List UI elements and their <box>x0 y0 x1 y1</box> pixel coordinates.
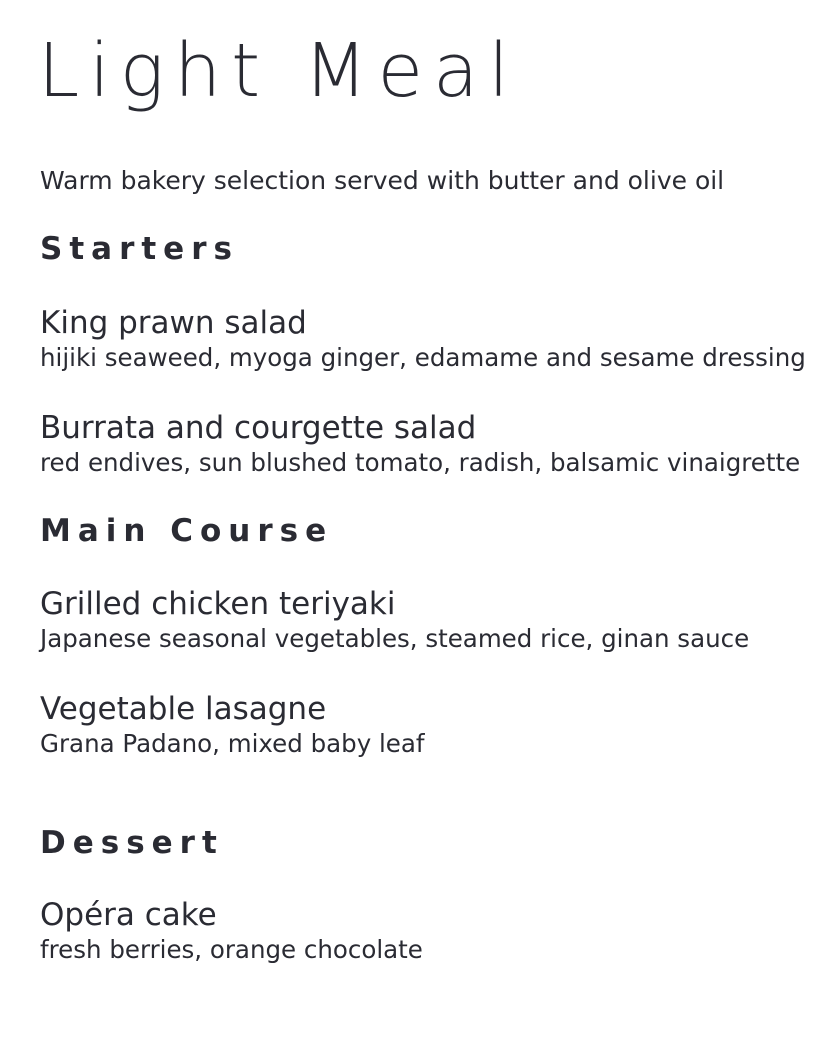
section-heading-dessert: Dessert <box>40 825 224 861</box>
menu-item <box>40 690 425 759</box>
bakery-intro-text: Warm bakery selection served with butter and olive oil <box>40 166 725 195</box>
section-heading-main-course: Main Course <box>40 513 334 549</box>
dish-name: King prawn salad <box>40 305 307 341</box>
dish-description: Japanese seasonal vegetables, steamed rice, ginan sauce <box>40 624 750 653</box>
dish-name: Opéra cake <box>40 897 217 933</box>
section-heading-starters: Starters <box>40 231 239 267</box>
dish-description: hijiki seaweed, myoga ginger, edamame and sesame dressing <box>40 343 806 372</box>
dish-name: Burrata and courgette salad <box>40 410 477 446</box>
dish-description: red endives, sun blushed tomato, radish, balsamic vinaigrette <box>40 448 801 477</box>
dish-name: Vegetable lasagne <box>40 691 327 727</box>
menu-item <box>40 304 806 373</box>
menu-item <box>40 585 749 654</box>
menu-title: Light Meal <box>38 28 519 114</box>
menu-item <box>40 896 423 965</box>
dish-description: Grana Padano, mixed baby leaf <box>40 729 425 758</box>
dish-description: fresh berries, orange chocolate <box>40 935 423 964</box>
dish-name: Grilled chicken teriyaki <box>40 586 396 622</box>
menu-item <box>40 409 800 478</box>
